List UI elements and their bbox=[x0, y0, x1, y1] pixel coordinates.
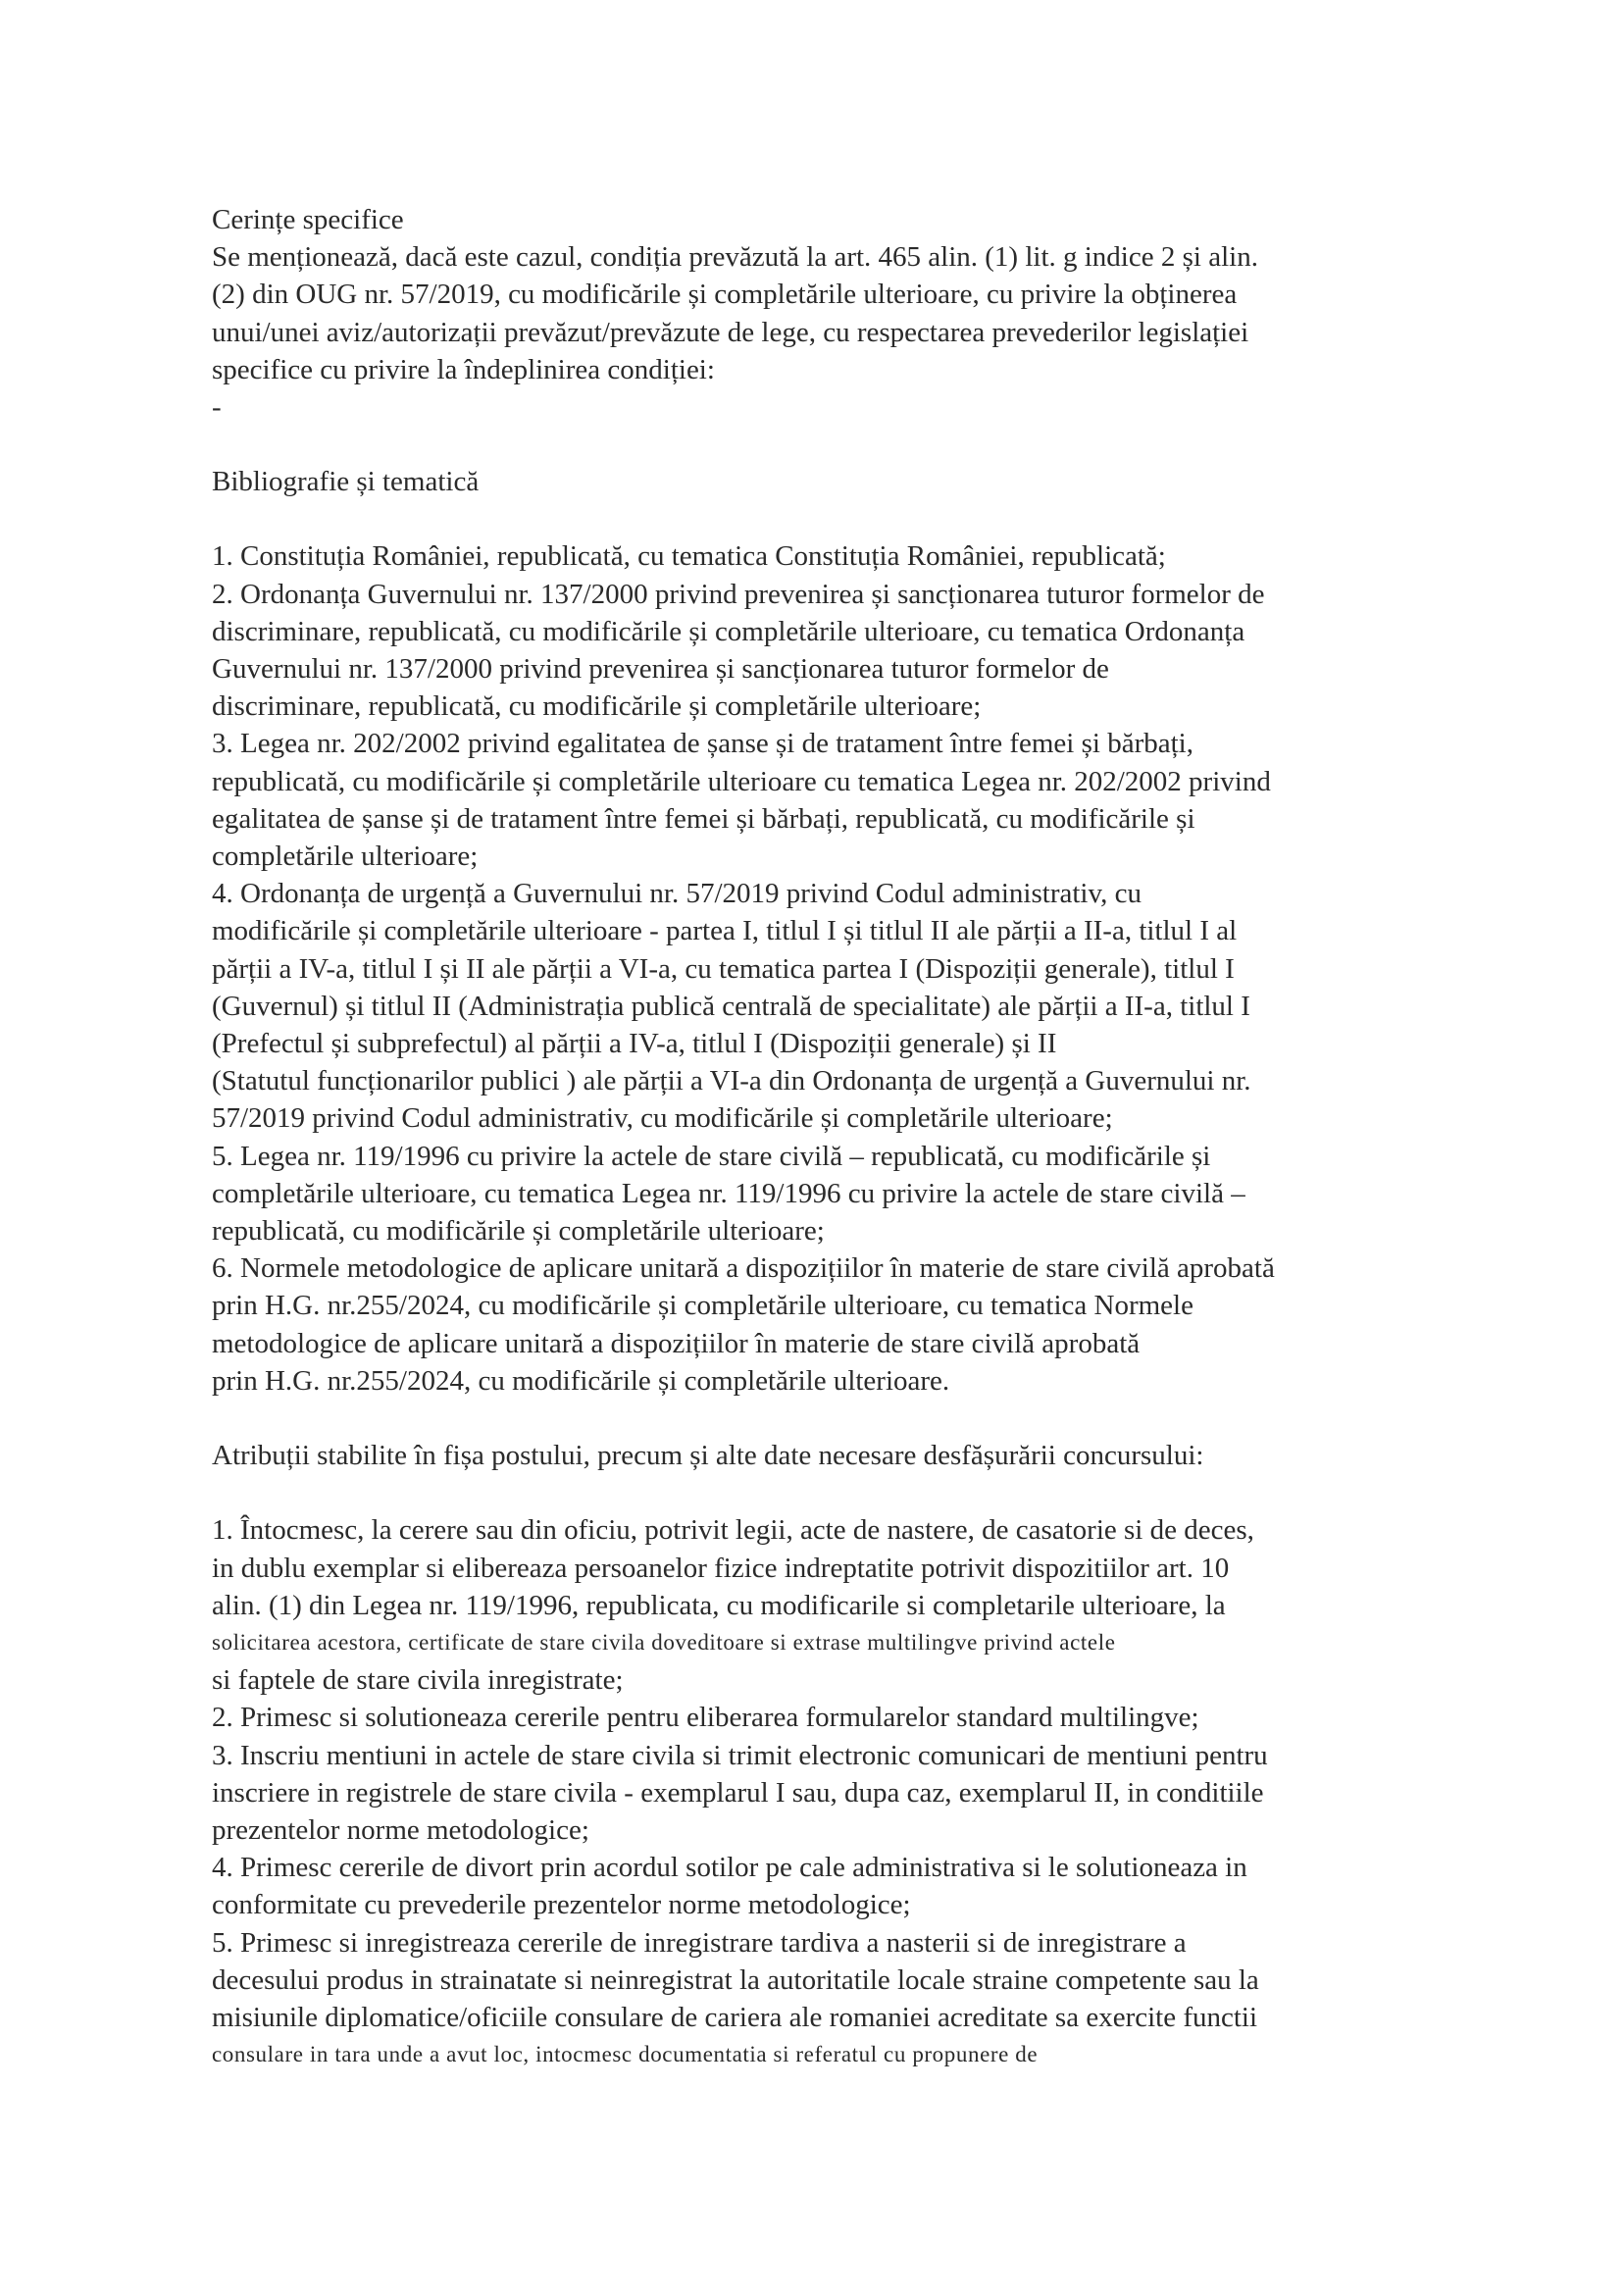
bibliografie-line: 4. Ordonanța de urgență a Guvernului nr. 57/2019 privind Codul administrativ, cu bbox=[212, 878, 1142, 910]
atributii-line: 2. Primesc si solutioneaza cererile pentru eliberarea formularelor standard multilingve; bbox=[212, 1702, 1199, 1734]
bibliografie-heading: Bibliografie și tematică bbox=[212, 466, 480, 498]
atributii-line: si faptele de stare civila inregistrate; bbox=[212, 1664, 624, 1697]
atributii-line: 1. Întocmesc, la cerere sau din oficiu, potrivit legii, acte de nastere, de casatorie si de deces, bbox=[212, 1514, 1254, 1547]
cerinte-line: Se menționează, dacă este cazul, condiția prevăzută la art. 465 alin. (1) lit. g indice 2 și alin. bbox=[212, 241, 1258, 274]
bibliografie-line: 6. Normele metodologice de aplicare unitară a dispozițiilor în materie de stare civilă aprobată bbox=[212, 1252, 1275, 1285]
atributii-line: alin. (1) din Legea nr. 119/1996, republicata, cu modificarile si completarile ulterioare, la bbox=[212, 1589, 1226, 1621]
atributii-line: 3. Inscriu mentiuni in actele de stare civila si trimit electronic comunicari de mentiuni pentru bbox=[212, 1739, 1268, 1771]
bibliografie-line: prin H.G. nr.255/2024, cu modificările și completările ulterioare. bbox=[212, 1364, 950, 1397]
cerinte-line: specifice cu privire la îndeplinirea condiției: bbox=[212, 353, 715, 385]
bibliografie-line: (Prefectul și subprefectul) al părții a IV-a, titlul I (Dispoziții generale) și II bbox=[212, 1028, 1057, 1060]
atributii-line: misiunile diplomatice/oficiile consulare de cariera ale romaniei acreditate sa exercite functii bbox=[212, 2001, 1258, 2033]
bibliografie-line: completările ulterioare; bbox=[212, 841, 479, 873]
bibliografie-line: republicată, cu modificările și completările ulterioare; bbox=[212, 1215, 825, 1248]
bibliografie-line: metodologice de aplicare unitară a dispozițiilor în materie de stare civilă aprobată bbox=[212, 1327, 1141, 1359]
atributii-line: 5. Primesc si inregistreaza cererile de inregistrare tardiva a nasterii si de inregistrare a bbox=[212, 1926, 1187, 1959]
bibliografie-line: 5. Legea nr. 119/1996 cu privire la actele de stare civilă – republicată, cu modificările și bbox=[212, 1140, 1211, 1172]
document-page bbox=[212, 201, 1447, 2073]
cerinte-dash: - bbox=[212, 391, 222, 424]
cerinte-line: unui/unei aviz/autorizații prevăzut/prevăzute de lege, cu respectarea prevederilor legislației bbox=[212, 316, 1249, 348]
bibliografie-line: republicată, cu modificările și completările ulterioare cu tematica Legea nr. 202/2002 privind bbox=[212, 765, 1271, 797]
cerinte-heading: Cerințe specifice bbox=[212, 204, 404, 235]
bibliografie-line: (Guvernul) și titlul II (Administrația publică centrală de specialitate) ale părții a II-a, titlul I bbox=[212, 990, 1250, 1022]
atributii-line: solicitarea acestora, certificate de stare civila doveditoare si extrase multilingve privind actele bbox=[212, 1629, 1116, 1655]
bibliografie-line: (Statutul funcționarilor publici ) ale părții a VI-a din Ordonanța de urgență a Guvernului nr. bbox=[212, 1065, 1251, 1097]
bibliografie-line: Guvernului nr. 137/2000 privind prevenirea și sancționarea tuturor formelor de bbox=[212, 653, 1109, 686]
section-spacer bbox=[212, 500, 1447, 537]
bibliografie-line: 1. Constituția României, republicată, cu tematica Constituția României, republicată; bbox=[212, 540, 1166, 573]
bibliografie-line: 2. Ordonanța Guvernului nr. 137/2000 privind prevenirea și sancționarea tuturor formelor de bbox=[212, 578, 1265, 610]
atributii-line: 4. Primesc cererile de divort prin acordul sotilor pe cale administrativa si le solutioneaza in bbox=[212, 1852, 1247, 1884]
section-spacer bbox=[212, 426, 1447, 463]
atributii-line: inscriere in registrele de stare civila - exemplarul I sau, dupa caz, exemplarul II, in conditiile bbox=[212, 1776, 1264, 1809]
bibliografie-line: completările ulterioare, cu tematica Legea nr. 119/1996 cu privire la actele de stare civilă – bbox=[212, 1177, 1245, 1209]
atributii-line: conformitate cu prevederile prezentelor norme metodologice; bbox=[212, 1889, 911, 1921]
atributii-section bbox=[212, 1437, 1447, 2073]
section-spacer bbox=[212, 1474, 1447, 1511]
bibliografie-line: 57/2019 privind Codul administrativ, cu modificările și completările ulterioare; bbox=[212, 1102, 1113, 1135]
cerinte-section bbox=[212, 201, 1447, 426]
bibliografie-line: egalitatea de șanse și de tratament între femei și bărbați, republicată, cu modificările și bbox=[212, 802, 1195, 835]
section-spacer bbox=[212, 1400, 1447, 1437]
bibliografie-line: modificările și completările ulterioare - partea I, titlul I și titlul II ale părții a II-a, titlul I al bbox=[212, 915, 1238, 947]
bibliografie-line: părții a IV-a, titlul I și II ale părții a VI-a, cu tematica partea I (Dispoziții generale), titlul I bbox=[212, 952, 1235, 985]
atributii-line: in dublu exemplar si elibereaza persoanelor fizice indreptatite potrivit dispozitiilor art. 10 bbox=[212, 1552, 1230, 1584]
atributii-line: decesului produs in strainatate si neinregistrat la autoritatile locale straine competente sau la bbox=[212, 1963, 1259, 1996]
bibliografie-line: discriminare, republicată, cu modificările și completările ulterioare, cu tematica Ordonanța bbox=[212, 615, 1245, 647]
bibliografie-section bbox=[212, 463, 1447, 1400]
bibliografie-line: discriminare, republicată, cu modificările și completările ulterioare; bbox=[212, 690, 982, 723]
bibliografie-line: 3. Legea nr. 202/2002 privind egalitatea de șanse și de tratament între femei și bărbați, bbox=[212, 728, 1193, 760]
atributii-heading: Atribuții stabilite în fișa postului, precum și alte date necesare desfășurării concursului: bbox=[212, 1440, 1204, 1472]
cerinte-line: (2) din OUG nr. 57/2019, cu modificările și completările ulterioare, cu privire la obținerea bbox=[212, 279, 1238, 311]
bibliografie-line: prin H.G. nr.255/2024, cu modificările și completările ulterioare, cu tematica Normele bbox=[212, 1290, 1193, 1322]
atributii-line: consulare in tara unde a avut loc, intocmesc documentatia si referatul cu propunere de bbox=[212, 2042, 1039, 2067]
atributii-line: prezentelor norme metodologice; bbox=[212, 1813, 589, 1846]
